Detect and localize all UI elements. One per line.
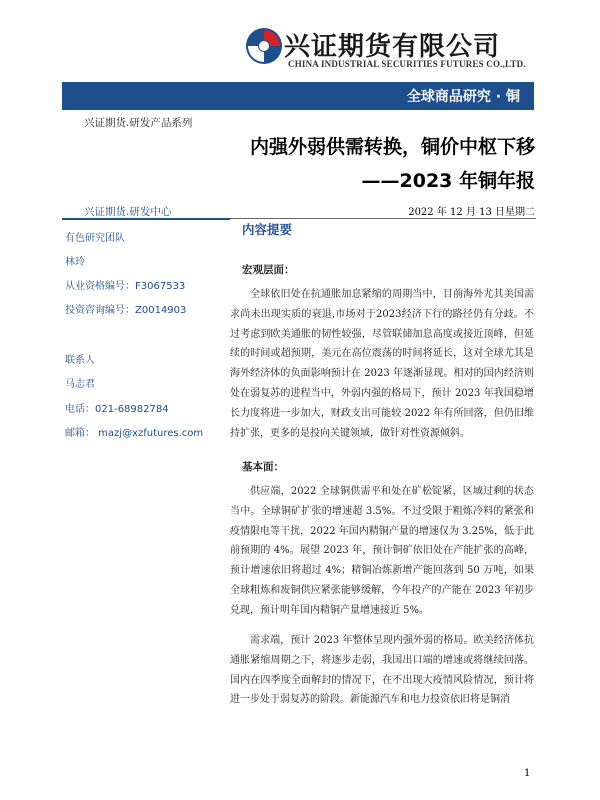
demand-paragraph: 需求端，预计 2023 年整体呈现内强外弱的格局。欧美经济体抗通胀紧缩周期之下，将逐步走弱，我国出口端的增速或将继续回落。国内在四季度全面解封的情况下，在不出现大疫情风险情况，预计将进一步处于弱复苏的阶段。新能源汽车和电力投资依旧将是铜消 — [230, 635, 534, 706]
summary-heading: 内容提要 — [242, 222, 293, 237]
qualification-number: 从业资格编号：F3067533 — [65, 281, 186, 292]
category-banner — [62, 82, 534, 110]
contact-phone: 电话：021-68982784 — [65, 404, 169, 415]
fundamentals-heading: 基本面： — [242, 461, 284, 473]
supply-paragraph: 供应端，2022 全球铜供需平和处在矿松锭紧，区域过剩的状态当中。全球铜矿扩张的增速超 3.5%。不过受限于粗炼冷料的紧张和疫情限电等干扰，2022 年国内精铜产量的增速仅为 3.25%，低于此前预期的 4%。展望 2023 年，预计铜矿依旧处在产能扩张的高峰，预计增速依旧将超过 4%；精铜冶炼新增产能回落到 50 万吨，如果全球粗炼和废铜供应紧张能够缓解，今年投产的产能在 2023 年初步兑现，预计明年国内精铜产量增速接近 5%。 — [230, 486, 534, 616]
contact-label: 联系人 — [65, 355, 95, 366]
company-name-en: CHINA INDUSTRIAL SECURITIES FUTURES CO.,LTD. — [288, 59, 526, 69]
report-subtitle: ——2023 年铜年报 — [361, 170, 535, 192]
product-series: 兴证期货.研发产品系列 — [84, 117, 193, 129]
report-title: 内强外弱供需转换，铜价中枢下移 — [249, 136, 535, 158]
contact-email[interactable]: 邮箱： mazj@xzfutures.com — [65, 428, 204, 439]
consulting-number: 投资咨询编号：Z0014903 — [65, 305, 187, 316]
company-name-cn: 兴证期货有限公司 — [284, 32, 501, 62]
page-number: 1 — [524, 768, 531, 779]
banner-title: 全球商品研究 · 铜 — [406, 89, 520, 105]
contact-name: 马志君 — [65, 379, 95, 390]
report-date: 2022 年 12 月 13 日星期二 — [408, 207, 535, 218]
divider-right — [230, 218, 536, 219]
macro-paragraph: 全球依旧处在抗通胀加息紧缩的周期当中，目前海外尤其美国需求尚未出现实质的衰退,市场对于2023经济下行的路径仍有分歧。不过考虑到欧美通胀的韧性较强，尽管联储加息高度或接近顶峰，但延续的时间或超预期，美元在高位震荡的时间将延长，这对全球尤其是海外经济体的负面影响预计在 2023 年逐渐显现。相对的国内经济则处在弱复苏的进程当中，外弱内强的格局下，预计 2023 年我国稳增长力度将进一步加大，财政支出可能较 2022 年有所回落，但仍旧维持扩张，更多的是投向关键领域，做针对性资源倾斜。 — [230, 289, 534, 439]
company-logo-icon — [244, 26, 284, 66]
divider-left — [62, 218, 230, 220]
macro-heading: 宏观层面： — [242, 264, 295, 276]
analyst-name: 林玲 — [65, 257, 85, 268]
department-label: 兴证期货.研发中心 — [84, 206, 172, 218]
research-team: 有色研究团队 — [65, 233, 125, 244]
